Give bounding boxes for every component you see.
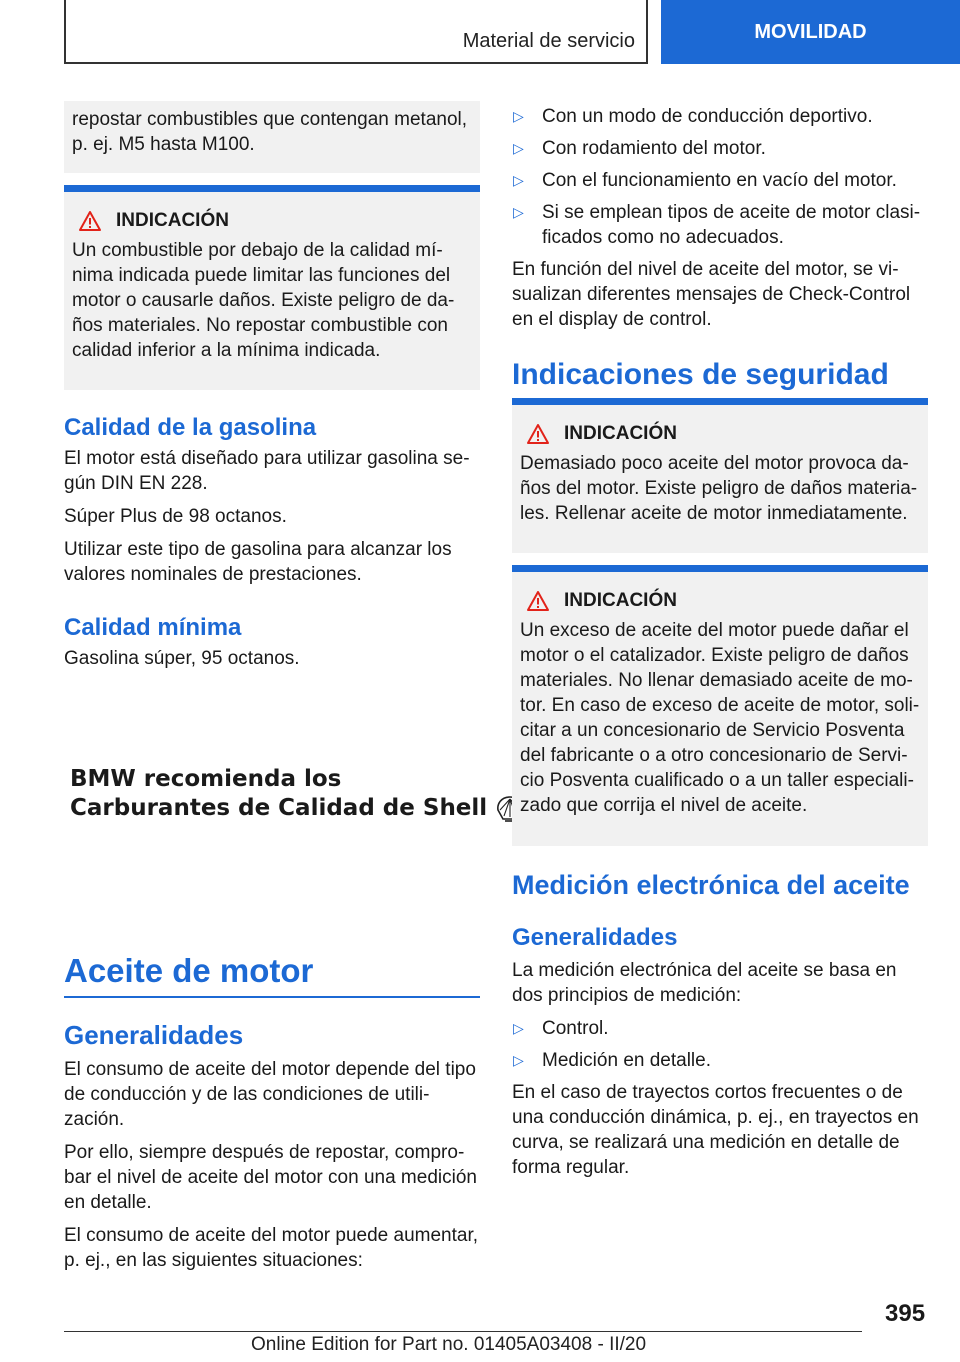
paragraph: Súper Plus de 98 octanos. bbox=[64, 506, 287, 527]
header-tab-movilidad[interactable]: MOVILIDAD bbox=[661, 0, 960, 64]
heading-aceite-de-motor: Aceite de motor bbox=[64, 952, 314, 989]
heading-calidad-gasolina: Calidad de la gasolina bbox=[64, 414, 317, 441]
list-item: ▷ Si se emplean tipos de aceite de motor clasificados como no adecuados. bbox=[513, 202, 921, 248]
section-generalidades-right bbox=[512, 924, 928, 1180]
shell-line-2: Carburantes de Calidad de Shell bbox=[70, 795, 488, 821]
situations-list bbox=[512, 104, 928, 332]
warning-note-title bbox=[520, 590, 920, 612]
section-divider bbox=[64, 996, 480, 998]
paragraph: El motor está diseñado para utilizar gasolina según DIN EN 228. bbox=[64, 448, 470, 494]
paragraph: Utilizar este tipo de gasolina para alcanzar los valores nominales de prestaciones. bbox=[64, 539, 452, 585]
triangle-bullet-icon: ▷ bbox=[513, 204, 524, 220]
heading-medicion-electronica: Medición electrónica del aceite bbox=[512, 870, 910, 900]
triangle-bullet-icon: ▷ bbox=[513, 172, 524, 188]
triangle-bullet-icon: ▷ bbox=[513, 1020, 524, 1036]
list-item: ▷ Medición en detalle. bbox=[513, 1050, 711, 1071]
section-generalidades-left bbox=[64, 1020, 480, 1273]
paragraph: El consumo de aceite del motor puede aumentar, p. ej., en las siguientes situaciones: bbox=[64, 1225, 479, 1271]
warning-note-excess-oil bbox=[512, 565, 928, 846]
list-item: ▷ Con rodamiento del motor. bbox=[513, 138, 766, 159]
paragraph: En función del nivel de aceite del motor, se visualizan diferentes mensajes de Check-Control en el display de control. bbox=[512, 259, 911, 330]
warning-triangle-icon bbox=[526, 423, 550, 445]
triangle-bullet-icon: ▷ bbox=[513, 140, 524, 156]
heading-indicaciones-seguridad: Indicaciones de seguridad bbox=[512, 358, 889, 391]
warning-note-fuel bbox=[64, 185, 480, 390]
heading-calidad-minima: Calidad mínima bbox=[64, 614, 242, 641]
triangle-bullet-icon: ▷ bbox=[513, 1052, 524, 1068]
list-item: ▷ Control. bbox=[513, 1018, 609, 1039]
warning-triangle-icon bbox=[78, 210, 102, 232]
continued-text-box bbox=[64, 101, 480, 173]
warning-text: Demasiado poco aceite del motor provoca daños del motor. Existe peligro de daños materiales. Rellenar aceite de motor inmediatamente. bbox=[520, 453, 918, 524]
list-item: ▷ Con el funcionamiento en vacío del motor. bbox=[513, 170, 897, 191]
shell-recommendation bbox=[70, 765, 525, 823]
section-minima bbox=[64, 614, 480, 671]
paragraph: En el caso de trayectos cortos frecuentes o de una conducción dinámica, p. ej., en trayectos en curva, se realizará una medición en detalle de forma regular. bbox=[512, 1082, 919, 1178]
warning-text: Un combustible por debajo de la calidad mínima indicada puede limitar las funciones del motor o causarle daños. Existe peligro de daños materiales. No repostar combustible con calidad inferior a la mínima indicada. bbox=[72, 240, 455, 361]
section-gasolina bbox=[64, 414, 480, 587]
list-item: ▷ Con un modo de conducción deportivo. bbox=[513, 106, 873, 127]
warning-note-title bbox=[520, 423, 920, 445]
heading-generalidades: Generalidades bbox=[512, 924, 678, 951]
continued-text: repostar combustibles que contengan metanol, p. ej. M5 hasta M100. bbox=[72, 109, 468, 155]
page-number: 395 bbox=[885, 1300, 926, 1327]
warning-triangle-icon bbox=[526, 590, 550, 612]
paragraph: Por ello, siempre después de repostar, comprobar el nivel de aceite del motor con una medición en detalle. bbox=[64, 1142, 477, 1213]
warning-note-low-oil bbox=[512, 398, 928, 553]
warning-title-text: INDICACIÓN bbox=[564, 590, 677, 611]
footer-divider bbox=[64, 1331, 862, 1332]
warning-text: Un exceso de aceite del motor puede dañar el motor o el catalizador. Existe peligro de daños materiales. No llenar demasiado aceite de motor. En caso de exceso de aceite de motor, solicitar a un concesionario de Servicio Posventa del fabricante o a otro concesionario de Servicio Posventa cualificado o a un taller especializado que corrija el nivel de aceite. bbox=[520, 620, 920, 816]
footer-edition-text: Online Edition for Part no. 01405A03408 - II/20 bbox=[251, 1334, 647, 1355]
triangle-bullet-icon: ▷ bbox=[513, 108, 524, 124]
shell-line-1: BMW recomienda los bbox=[70, 766, 342, 792]
paragraph: Gasolina súper, 95 octanos. bbox=[64, 648, 300, 669]
heading-generalidades: Generalidades bbox=[64, 1020, 244, 1050]
header-section-title: Material de servicio bbox=[462, 30, 635, 52]
warning-note-title bbox=[72, 210, 472, 232]
paragraph: La medición electrónica del aceite se basa en dos principios de medición: bbox=[512, 960, 897, 1006]
warning-title-text: INDICACIÓN bbox=[116, 210, 229, 231]
warning-title-text: INDICACIÓN bbox=[564, 423, 677, 444]
paragraph: El consumo de aceite del motor depende del tipo de conducción y de las condiciones de utilización. bbox=[64, 1059, 476, 1130]
